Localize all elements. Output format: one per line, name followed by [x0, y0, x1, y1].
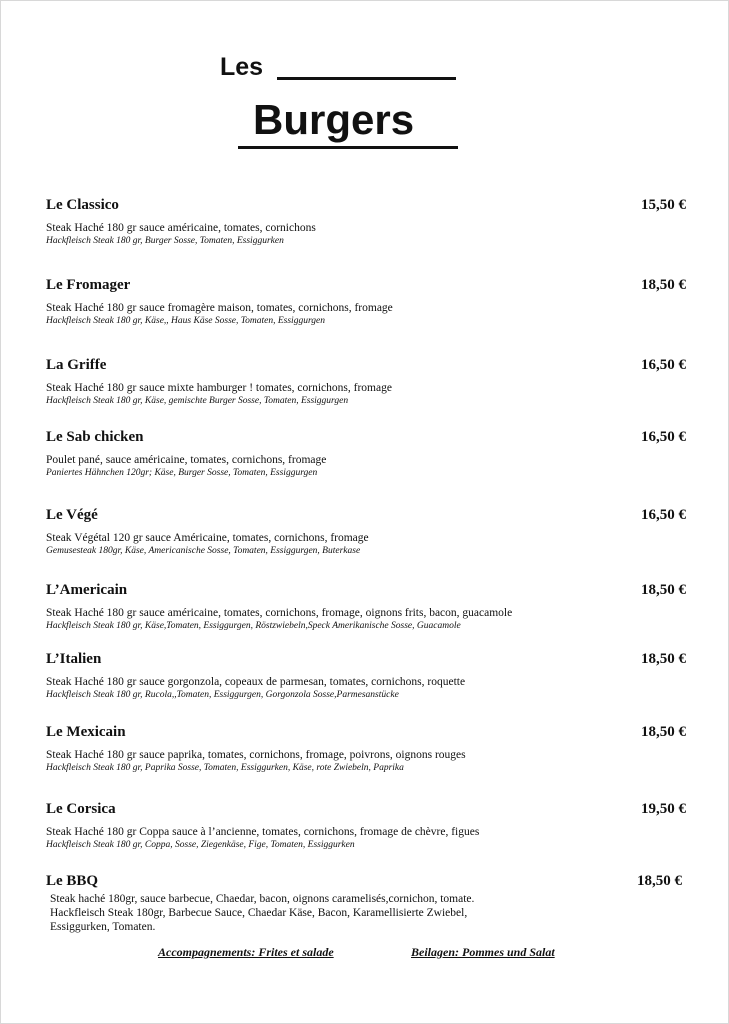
- sides-de: Beilagen: Pommes und Salat: [411, 945, 555, 959]
- menu-item: [46, 724, 686, 774]
- item-description-fr: Steak Haché 180 gr Coppa sauce à l’ancienne, tomates, cornichons, fromage de chèvre, figues: [46, 826, 480, 838]
- menu-item: [46, 197, 686, 247]
- page-title: Burgers: [253, 96, 415, 143]
- item-description-fr: Steak Haché 180 gr sauce paprika, tomates, cornichons, fromage, poivrons, oignons rouges: [46, 749, 466, 761]
- item-description-de: Hackfleisch Steak 180 gr, Paprika Sosse, Tomaten, Essiggurken, Käse, rote Zwiebeln, Paprika: [46, 763, 404, 773]
- item-description-fr: Steak Haché 180 gr sauce américaine, tomates, cornichons, fromage, oignons frits, bacon, guacamole: [46, 607, 513, 619]
- item-price: 16,50 €: [641, 507, 686, 523]
- item-price: 18,50 €: [641, 582, 686, 598]
- item-description-de: Paniertes Hähnchen 120gr; Käse, Burger Sosse, Tomaten, Essiggurgen: [46, 468, 318, 478]
- item-description-de: Hackfleisch Steak 180 gr, Käse,, Haus Käse Sosse, Tomaten, Essiggurgen: [46, 316, 326, 326]
- menu-item: [46, 582, 686, 632]
- menu-item: [46, 801, 686, 851]
- item-name: La Griffe: [46, 357, 107, 373]
- menu-item: [46, 651, 686, 701]
- menu-item-bbq: [46, 873, 686, 934]
- item-description-fr: Steak Haché 180 gr sauce fromagère maison, tomates, cornichons, fromage: [46, 302, 393, 314]
- item-name: Le Mexicain: [46, 724, 126, 740]
- item-price: 15,50 €: [641, 197, 686, 213]
- item-description-de: Hackfleisch Steak 180 gr, Käse,Tomaten, Essiggurgen, Röstzwiebeln,Speck Amerikanische Sosse, Guacamole: [46, 621, 461, 631]
- item-description-fr: Steak Végétal 120 gr sauce Américaine, tomates, cornichons, fromage: [46, 532, 369, 544]
- item-price: 18,50 €: [641, 651, 686, 667]
- item-description-de: Gemusesteak 180gr, Käse, Americanische Sosse, Tomaten, Essiggurgen, Buterkase: [46, 546, 361, 556]
- item-description-de: Hackfleisch Steak 180 gr, Burger Sosse, Tomaten, Essiggurken: [46, 236, 284, 246]
- menu-item: [46, 357, 686, 407]
- item-name: Le Classico: [46, 197, 119, 213]
- item-price: 18,50 €: [641, 277, 686, 293]
- item-description-fr: Steak Haché 180 gr sauce américaine, tomates, cornichons: [46, 222, 316, 234]
- sides-fr: Accompagnements: Frites et salade: [158, 945, 334, 959]
- item-name: Le Sab chicken: [46, 429, 144, 445]
- item-name: Le BBQ: [46, 873, 99, 889]
- item-name: Le Fromager: [46, 277, 131, 293]
- item-price: 19,50 €: [641, 801, 686, 817]
- item-name: L’Americain: [46, 582, 128, 598]
- item-price: 18,50 €: [641, 724, 686, 740]
- menu-item: [46, 277, 686, 327]
- item-name: L’Italien: [46, 651, 102, 667]
- item-name: Le Corsica: [46, 801, 116, 817]
- item-price: 18,50 €: [637, 873, 682, 889]
- item-price: 16,50 €: [641, 429, 686, 445]
- title-underline: [238, 146, 458, 149]
- title-rule: [277, 77, 456, 80]
- menu-item: [46, 429, 686, 479]
- item-description-de: Hackfleisch Steak 180 gr, Rucola,,Tomaten, Essiggurgen, Gorgonzola Sosse,Parmesanstücke: [46, 690, 399, 700]
- item-name: Le Végé: [46, 507, 98, 523]
- item-description-fr: Steak Haché 180 gr sauce mixte hamburger ! tomates, cornichons, fromage: [46, 382, 392, 394]
- item-description-fr: Steak Haché 180 gr sauce gorgonzola, copeaux de parmesan, tomates, cornichons, roquette: [46, 676, 466, 688]
- title-les: Les: [220, 53, 264, 81]
- item-description-de: Hackfleisch Steak 180 gr, Käse, gemischte Burger Sosse, Tomaten, Essiggurgen: [46, 396, 349, 406]
- item-description-de: Hackfleisch Steak 180 gr, Coppa, Sosse, Ziegenkäse, Fige, Tomaten, Essiggurken: [46, 840, 355, 850]
- item-description-fr: Poulet pané, sauce américaine, tomates, cornichons, fromage: [46, 454, 327, 466]
- item-price: 16,50 €: [641, 357, 686, 373]
- item-description-fr: Steak haché 180gr, sauce barbecue, Chaedar, bacon, oignons caramelisés,cornichon, tomate. Hackfleisch Steak 180gr, Barbecue Sauce, Chaedar Käse, Bacon, Karamellisierte Zwiebel, Essiggurken, Tomaten.: [50, 893, 475, 933]
- menu-item: [46, 507, 686, 557]
